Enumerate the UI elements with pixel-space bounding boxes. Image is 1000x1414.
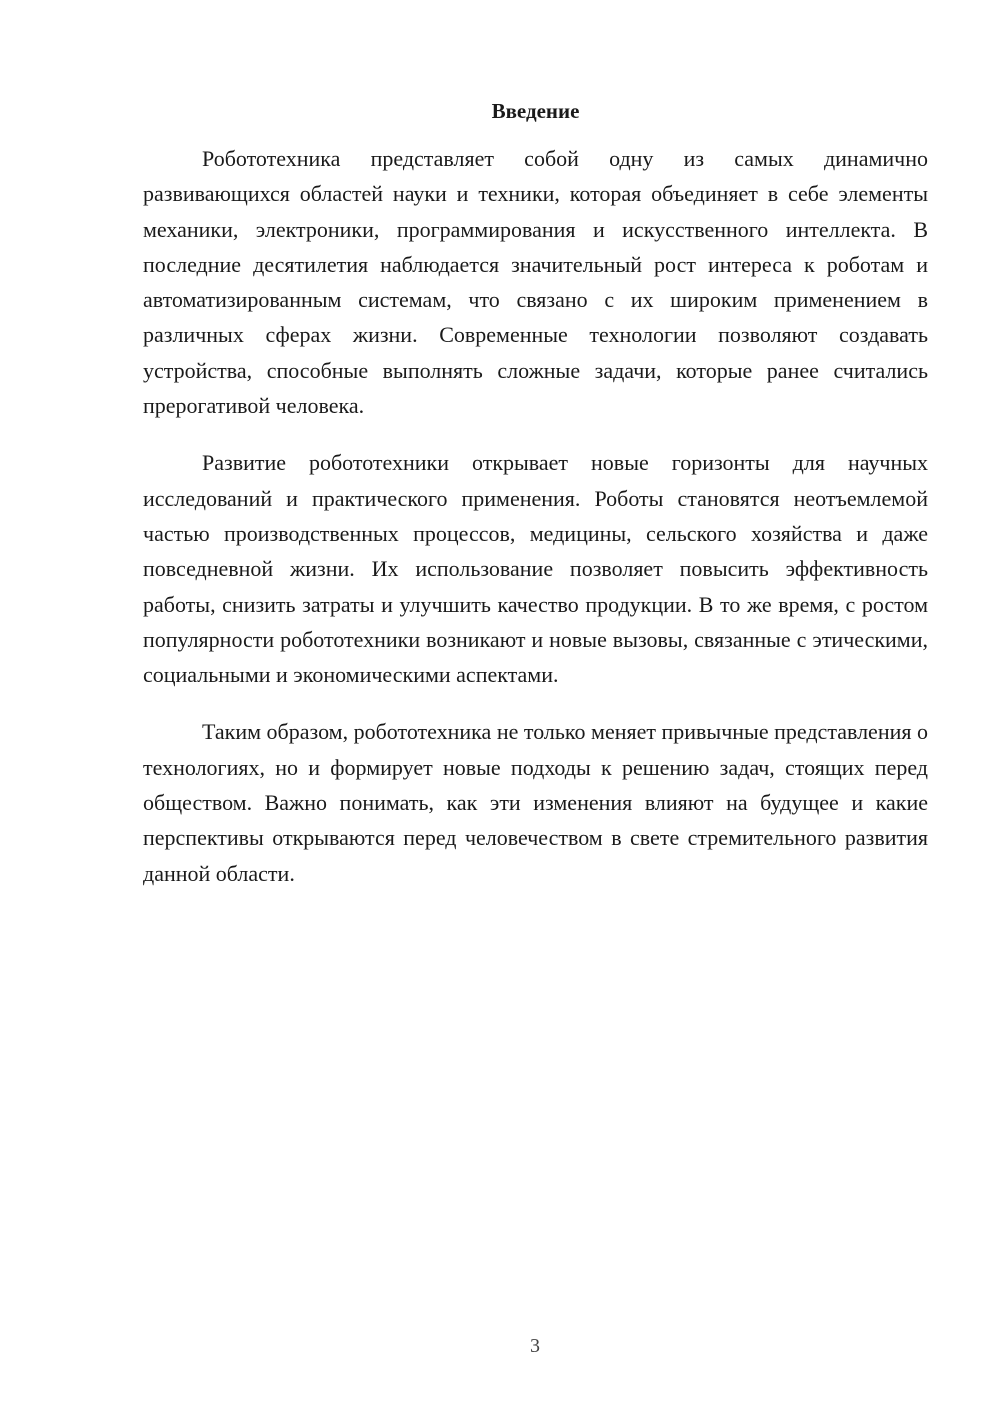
page-title: Введение (491, 99, 580, 123)
paragraph-1: Робототехника представляет собой одну из самых динамично развивающихся областей науки и техники, которая объединяет в себе элементы механики, электроники, программирования и искусственного интеллекта. В последние десятилетия наблюдается значительный рост интереса к роботам и автоматизированным системам, что связано с их широким применением в различных сферах жизни. Современные технологии позволяют создавать устройства, способные выполнять сложные задачи, которые ранее считались прерогативой человека. (143, 146, 928, 419)
paragraph-2: Развитие робототехники открывает новые горизонты для научных исследований и практического применения. Роботы становятся неотъемлемой частью производственных процессов, медицины, сельского хозяйства и даже повседневной жизни. Их использование позволяет повысить эффективность работы, снизить затраты и улучшить качество продукции. В то же время, с ростом популярности робототехники возникают и новые вызовы, связанные с этическими, социальными и экономическими аспектами. (143, 450, 928, 688)
paragraph-3: Таким образом, робототехника не только меняет привычные представления о технологиях, но и формирует новые подходы к решению задач, стоящих перед обществом. Важно понимать, как эти изменения влияют на будущее и какие перспективы открываются перед человечеством в свете стремительного развития данной области. (143, 719, 928, 886)
page-number: 3 (530, 1335, 540, 1357)
body-text (143, 141, 928, 913)
